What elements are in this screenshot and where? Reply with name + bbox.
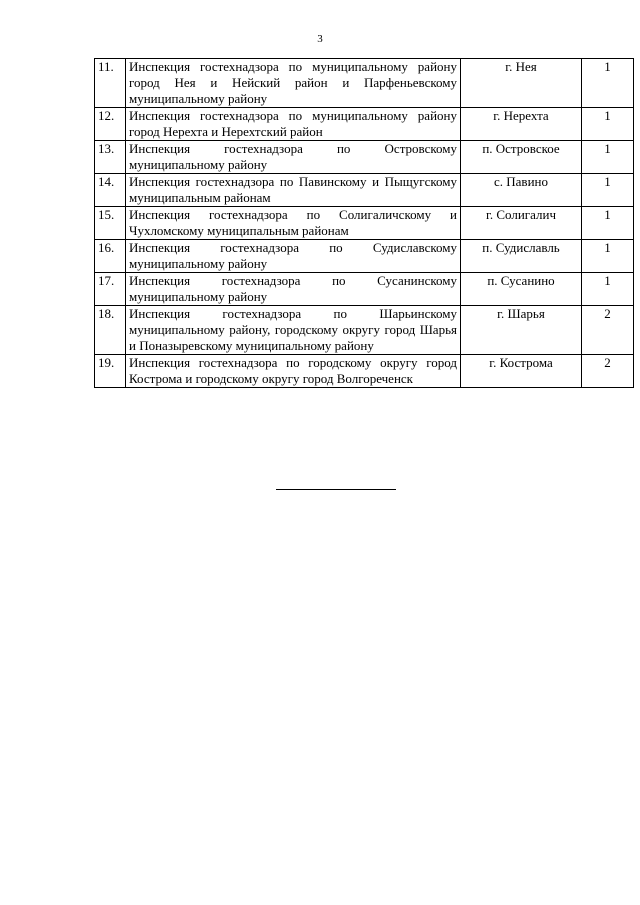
table-row: [95, 141, 634, 174]
staff-count: 1: [582, 174, 634, 207]
staff-count: 2: [582, 355, 634, 388]
staff-count: 1: [582, 141, 634, 174]
table-row: [95, 306, 634, 355]
inspection-name: Инспекция гостехнадзора по Сусанинскому муниципальному району: [126, 273, 461, 306]
inspection-location: п. Судиславль: [461, 240, 582, 273]
inspection-name: Инспекция гостехнадзора по Шарьинскому муниципальному району, городскому округу город Шарья и Поназыревскому муниципальному району: [126, 306, 461, 355]
inspection-location: п. Островское: [461, 141, 582, 174]
staff-count: 1: [582, 108, 634, 141]
table-row: [95, 207, 634, 240]
row-number: 15.: [95, 207, 126, 240]
inspections-table: [94, 58, 634, 388]
row-number: 11.: [95, 59, 126, 108]
inspection-location: с. Павино: [461, 174, 582, 207]
table-row: [95, 108, 634, 141]
table-row: [95, 273, 634, 306]
staff-count: 1: [582, 240, 634, 273]
inspection-location: г. Шарья: [461, 306, 582, 355]
row-number: 13.: [95, 141, 126, 174]
row-number: 19.: [95, 355, 126, 388]
inspection-name: Инспекция гостехнадзора по Солигаличскому и Чухломскому муниципальным районам: [126, 207, 461, 240]
document-end-line: [276, 489, 396, 490]
row-number: 17.: [95, 273, 126, 306]
staff-count: 1: [582, 273, 634, 306]
inspection-name: Инспекция гостехнадзора по городскому округу город Кострома и городскому округу город Волгореченск: [126, 355, 461, 388]
inspection-name: Инспекция гостехнадзора по Павинскому и Пыщугскому муниципальным районам: [126, 174, 461, 207]
inspection-name: Инспекция гостехнадзора по Островскому муниципальному району: [126, 141, 461, 174]
row-number: 16.: [95, 240, 126, 273]
table-row: [95, 355, 634, 388]
staff-count: 1: [582, 59, 634, 108]
table-row: [95, 59, 634, 108]
staff-count: 2: [582, 306, 634, 355]
row-number: 18.: [95, 306, 126, 355]
page-number: 3: [317, 33, 323, 45]
row-number: 14.: [95, 174, 126, 207]
table-row: [95, 174, 634, 207]
row-number: 12.: [95, 108, 126, 141]
inspection-name: Инспекция гостехнадзора по муниципальному району город Нерехта и Нерехтский район: [126, 108, 461, 141]
inspection-name: Инспекция гостехнадзора по муниципальному району город Нея и Нейский район и Парфеньевскому муниципальному району: [126, 59, 461, 108]
table-row: [95, 240, 634, 273]
staff-count: 1: [582, 207, 634, 240]
inspection-location: г. Нерехта: [461, 108, 582, 141]
inspection-location: п. Сусанино: [461, 273, 582, 306]
inspection-name: Инспекция гостехнадзора по Судиславскому муниципальному району: [126, 240, 461, 273]
inspection-location: г. Нея: [461, 59, 582, 108]
inspection-location: г. Солигалич: [461, 207, 582, 240]
inspection-location: г. Кострома: [461, 355, 582, 388]
